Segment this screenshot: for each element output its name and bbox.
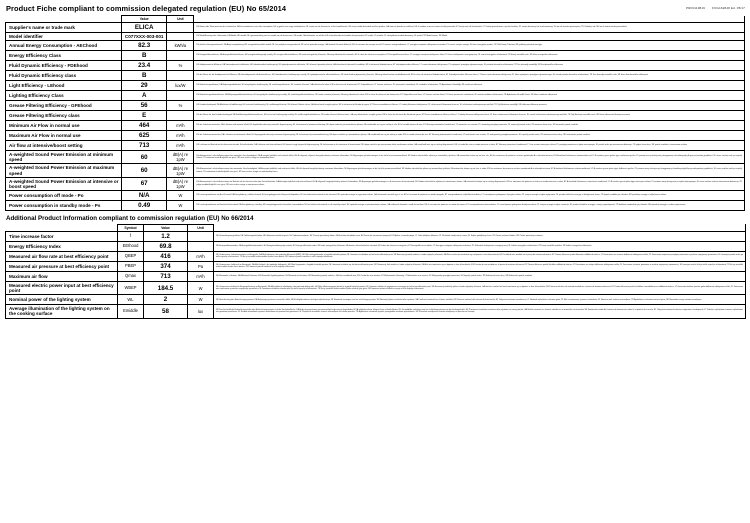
table-row [6, 251, 746, 261]
main-table-body [6, 23, 745, 211]
parameter-translations: DE Name oder Warenzeichen des Lieferanten; DA Leverandørens navn eller varemærke; HU a gyártó neve vagy márkajelzése; NL naam van de leverancier of het handelsmerk; SK názov alebo obchodná značka výrobcu; GA ainm nó branda an soláthraí; ES el nombre o marca comercial del proveedor; ET tarnija nimi või kaubamärk; LT Tiekėjo pavadinimas ir prekės ženklas; PL nazwa dostawcy lub znak towarowy; SL ime ali znamka proizvajalca; TR Tedarikçi adı; SR ime ili robna marka proizvođača [194, 23, 745, 33]
main-fiche-table [5, 15, 745, 211]
parameter-value: 184.5 [144, 281, 188, 294]
parameter-value: 69.8 [144, 241, 188, 251]
table-row [6, 151, 745, 164]
parameter-value: ELICA [121, 23, 167, 33]
parameter-unit [167, 91, 194, 101]
table-row [6, 23, 745, 33]
page-title: Product Fiche compliant to commission delegated regulation (EU) No 65/2014 [6, 4, 287, 13]
main-table-header [6, 16, 745, 23]
table-row [6, 91, 745, 101]
parameter-translations: DE der Luftstrom minimaler; DA Luftstrøm ved minimal effekt; HU legalárabb sebesség minimális légmennyiség; NL luchtstroom bij minimum belasting; SK objem vzduchu pri minimálnom výkone; GA sreabhadh aeir ag an setting is ísle; ES el caudal mínimo de aire; ET õhuvoog minimaalsel seadistusel; LT minimalus oro srautas; PL minimalny przepływ powietrza; SL najmanjši pretok zraka; TR minimum hava akışı; SR minimalni protok vazduha [194, 121, 745, 131]
parameter-unit: dB(A) re 1pW [167, 151, 194, 164]
parameter-label: Air flow at intensive/boost setting [6, 141, 122, 151]
parameter-translations: DE Modellkennung des Lieferanten; DA Model; HU modell; NL typeaanduiding van het model van de leverancier; SK model; GA aitheantóir an mhúlra; ES el identificador del modelo del proveedor; ET mudel; LT modelis; PL identyfikator modelu dostawcy; SL model; TR Model tanımı; SR Model [194, 33, 745, 41]
parameter-label: Light Efficiency - LEhood [6, 81, 122, 91]
document-code-1: PRF0119819 [685, 6, 705, 10]
document-code-2: FOG162848 Ed. 05/17 [711, 6, 745, 10]
header-cell-blank [6, 224, 118, 231]
parameter-value: 58 [144, 305, 188, 318]
table-row [6, 295, 746, 305]
parameter-unit [188, 231, 214, 241]
parameter-value: 2 [144, 295, 188, 305]
parameter-label: Power consumption in standby mode - Ps [6, 200, 122, 210]
parameter-value: 60 [121, 151, 167, 164]
parameter-value: 67 [121, 177, 167, 190]
parameter-value: B [121, 51, 167, 61]
parameter-translations: DE A-bewerteten Luftschallemissionen im Betrieb auf der Intensivstufe oder Schnellaufstufe; DA A-vaegtet lydeffekt ved intensiv/boost; HU A súlyozott hangteljesítmény intenzív fokozatban; NL A-gewogen geluidsvermogen in de intensieve of boostsstand; SK hladina akustického výkonu pri intenzívnom režime; GA astaiochtai fuaime ag an setting díograiseach; ES las emisiones de potencia acústica en modo intensivo o turbo; ET A-kaalutud helivoimsus intensiivsel seadistusel; LT A svertinis garso galios lygis intensyviu režimu; PL poziom mocy akustycznej w trybie intensywnym; SL raven zvočne moči pri intenzivnem delovanju; TR yoğun modda A-ağırlıklı ses gücü; SR nivo zvučne snage u intenzivnom režimu [194, 177, 745, 190]
parameter-label: A-weighted Sound Power Emission at intensive or boost speed [6, 177, 122, 190]
parameter-translations: DE Gemessene elektrische Eingangsleistung im Bestpunkt; DA Målt elektrisk effektoptag i det optimale driftspunkt; HU Mért villamosenergia-bevitel a legjobb hatásfok ponton; NL Gemeten elektrisch opgenomen vermogen op het beste-efficiëntie-punt; SK Nameraný elektrický príkon v bode najlepšej účinnosti; GA Ionchur cumhachta leictri tomhaiste ag an bpointe is fear éifeachtacht; ES Potencia eléctrica de entrada medida en el punto de máxima eficiencia; ET Parima tõhususe punkti elektrilise sisendvõimsuse mõõdetud väärtus; LT Išmatuota elektros įvesties galia didžiausio efektyvumo taške; PL Zmierzona moc wejściowa w punkcie najwyższej sprawności; SL Izmerjena električna vhodna moč pri točki največje učinkovitosti; TR En iyi verimlilik noktasındaki ölçülen elektrik giriş gücü; SR Izmerena ulazna električna snaga u tački najbolje efikasnosti [214, 281, 746, 294]
parameter-value: E [121, 111, 167, 121]
parameter-translations: DE Luftstrom im Betrieb auf der Intensivstufe oder Schnellaufstufe; DA Luftstrøm ved intensiv/boost; HU intenzív vagy kiegeszítő légmennyiség; NL luchtstroom in de intensieve of boostsstand; SK objem vzduchu pri intenzívnom alebo zosilnenom režime; GA sreabhadh aeir ag an setting díograiseach; ES el caudal de aire en modo intensivo o turbo; ET õhuvoog intensiivsel seadistusel; LT oro srautas intensyviu režimu; PL przepływ powietrza w trybie intensywnym; SL pretok zraka pri intenzivnem delovanju; TR yoğun hava akışı; SR protok vazduha u intenzivnom režimu [194, 141, 745, 151]
table-row [6, 281, 746, 294]
parameter-label: Measured air pressure at best efficiency point [6, 261, 118, 271]
header-cell-value: Value [121, 16, 167, 23]
parameter-label: Minimum Air Flow in normal use [6, 121, 122, 131]
parameter-label: Average illumination of the lighting system on the cooking surface [6, 305, 118, 318]
parameter-translations: DE der Luftstrom maximaler; DA Luftstrøm ved maksimal effekt; HU legnagyobb sebesség maximum légmennyiség; NL luchtstroom bij maximumbelasting; SK objem vzduchu pri maximálnom výkone; GA sreabhadh aeir ag an setting is airde; ES el caudal máximo de aire; ET õhuvoog maksimaalsel seadistusel; LT maksimalus oro srautas; PL maksymalny przepływ powietrza; SL največji pretok zraka; TR maksimum hava akışı; SR maksimalni protok vazduha [194, 131, 745, 141]
parameter-value: 1.2 [144, 231, 188, 241]
table-row [6, 231, 746, 241]
parameter-unit: m³/h [188, 271, 214, 281]
table-row [6, 177, 745, 190]
table-row [6, 51, 745, 61]
parameter-translations: DE A-bewerteten Luftschallemissionen bei maximaler Geschwindigkeit; DA A-vaegtet lydeffekt ved maksimal effekt; HU A súlyozott hangteljesítmény maximum fokozatban; NL A-gewogen geluidsvermogen in de lucht bij maximumsnelheid; SK hladina akustického výkonu pri maximálnej rýchlosti; GA astaiochtai fuaime ag an luas is airde; ES las emisiones de potencia acústica ponderada A a velocidad máxima; ET A-kaalutud helivoimsus maksimumkiirusel; LT A svertinis garso galios lygis didžiausiu greičiu; PL poziom mocy akustycznej skorygowany charakterystyką A przy maksymalnej prędkości; SL raven zvočne moči pri najvišji hitrosti; TR maksimum hızda A-ağırlıklı ses gücü; SR nivo zvučne snage na maksimalnoj brzini [194, 164, 745, 177]
parameter-unit: m³/h [167, 131, 194, 141]
parameter-value: A [121, 91, 167, 101]
parameter-label: Model identifier [6, 33, 122, 41]
table-row [6, 33, 745, 41]
parameter-unit: m³/h [167, 121, 194, 131]
parameter-label: Annual Energy Consumption - AEChood [6, 41, 122, 51]
parameter-translations: DE die Klasse für den Fettabscheidegrad; DA Fedtfiltreringseffektivitetsklasse; HU zsírszűrő hatékonysági osztály; NL vetfilteringefficiëntieklasse; SK trieda účinnosti filtrácie tukov; GA rang éifeachtacht scagtha gréise; ES la clase de eficiencia de filtrado de grasa; ET Rasva eemaldamise tõhususe klass; LT riebalų filtravimo efektyvumo klasė; PL klasa skuteczności filtrowania tłuszczu; SL razred učinkovitosti odstranjevanja maščob; TR Yağ filtreleme verimlilik sınıfı; SR klasa efikasnosti filtriranja masnoće [194, 111, 745, 121]
table-row [6, 200, 745, 210]
parameter-value: 0.49 [121, 200, 167, 210]
parameter-value: 29 [121, 81, 167, 91]
parameter-value: 625 [121, 131, 167, 141]
parameter-value: 374 [144, 261, 188, 271]
table-row [6, 261, 746, 271]
parameter-translations: DE jährliche Energieverbrauch; DA Årligt energiforbrug; HU energiafelhasználás modell; NL het jaarlijkse energieverbruik; SK ročná spotreba energie; GA tíomhailt fuinnimh bhlianúil; ES el consumo de energía anual; ET aastane energiatarbimine; LT energijos vartojimo efektyvumo sanaudos; PL roczne zużycie energii; SL letna energijska poraba; TR Yıllık Enerji Tüketimi; SR godišnja potrošnja energije [194, 41, 745, 51]
parameter-label: Lighting Efficiency Class [6, 91, 122, 101]
header-cell-value: Value [144, 224, 188, 231]
section-title-additional: Additional Product Information compliant to commission regulation (EU) No 66/2014 [6, 214, 254, 222]
parameter-label: A-weighted Sound Power Emission at maximum speed [6, 164, 122, 177]
parameter-translations: DE Gemessener Luftvolumenstrom im Bestpunkt; DA Målt luftstrøm i det optimale driftspunkt (BEP); HU Mért térfogatáramlás a legjobb hatásfok ponton; NL Gemeten luchtdebiet op het beste-efficiëntie-punt; SK Nameraný prietok vzduchu v bode najlepšej účinnosti; GA Ráta sreafa aeir tomhaiste ag an bpointe is fear éifeachtacht; ES Caudal de aire medido en el punto de máxima eficiencia; ET Parima tõhususe punkti õhuvoolu mõõdetud väärtus; LT Išmatuotas oro srautas didžiausio efektyvumo taške; PL Zmierzone natężenie przepływu powietrza w punkcie najwyższej sprawności; SL Izmerjeni pretok zraka pri točki največje učinkovitosti; TR En iyi verimlilik noktasındaki ölçülen hava debisi; SR Izmereni protok vazduha u tački najbolje efikasnosti [214, 251, 746, 261]
document-header [5, 4, 745, 15]
parameter-unit: m³/h [188, 251, 214, 261]
header-cell-translations [214, 224, 746, 231]
table-row [6, 61, 745, 71]
additional-table-body [6, 231, 746, 318]
parameter-unit: W [167, 190, 194, 200]
additional-table-header [6, 224, 746, 231]
parameter-unit [167, 33, 194, 41]
parameter-label: Fluid Dynamic Efficiency class [6, 71, 122, 81]
parameter-symbol: Emiddle [118, 305, 144, 318]
parameter-unit [167, 51, 194, 61]
parameter-translations: DE fluiddynamische Effizienz; DA Væskedynamisk effektivitet; HU hidrodinamikai hatékonyság; NL hydrodynamische efficiëntie; SK účinnosť dynamiky tekutín; GA éifeachtacht dinimiciúil sreabháin; ES la eficiencia fluidodinámica; ET hüdrodynüümiline tõhusus; LT srauto dinamino efektyvumas; PL wydajność przepływu dynamicznego; SL pretoka dinamična učinkovitost; TR Sıvı dinamiği verimliliği; SR fluo-dinamička efikasnost [194, 61, 745, 71]
parameter-label: Maximum Air Flow in normal use [6, 131, 122, 141]
table-row [6, 71, 745, 81]
parameter-unit: dB(A) re 1pW [167, 164, 194, 177]
parameter-unit: lux/W [167, 81, 194, 91]
parameter-translations: DE Beleuchtungseffizienzklasse; DA Belysningseffektivitetsklasse; HU megvilágítási hatékonysági osztály; NL verlichtingsefficiëntieklasse; SK trieda svetelnej účinnosti; GA rang éifeachtacht solais; ES la clase de eficiencia de iluminación; ET Valgustõhususe klass; LT šviesos našumo klasė; PL klasa sprawności oświetlenia; SL razred svetlobne učinkovitosti; TR Aydınlatma Verimlilik Sınıfı; SR klasa svetlosne efikasnosti [194, 91, 745, 101]
table-header-row [6, 16, 745, 23]
header-cell-translations [194, 16, 745, 23]
parameter-translations: DE Energieeffizienzklasse; DA Energieffektivitetsklasse; HU energiahatékonysági osztály; NL energie-efficiëntieklasse; SK trieda energetickej účinnosti; GA rang éifeachtachta fuinnimh; ES la clase de eficiencia energética; ET Energiatõhususe klass; LT energijos vartojimo efektyvumo klasė; PL klasa efektywności energetycznej; SL razred energijske učinkovitosti; TR Enerji verimlilik sınıfı; SR klasa energetske efikasnosti [194, 51, 745, 61]
table-row [6, 101, 745, 111]
table-row [6, 164, 745, 177]
parameter-unit [167, 111, 194, 121]
parameter-translations: DE A-bewerteten Luftschallemissionen bei minimaler Geschwindigkeit; DA A-vaegtet lydeffekt ved minimal effekt; HU A súlyozott súlyozott hangteljesítmény minimum fokozatban; NL A-gewogen geluidsvermogen in de lucht bij maximumsnelheid; SK hladina akustického výkonu pri minimálnej rýchlosti; GA astaiochtai fuaime ag an luas ísle; ES las emisiones de potencia acústica ponderada A a velocidad mínima; ET A-kaalutud helivoimsus miinimumkiirusel; LT A svertinis garso galios lygis mažiausiu greičiu; PL poziom mocy akustycznej skorygowany charakterystyką A przy minimalnej prędkości; SL raven zvočne moči pri najnižji hitrosti; TR minimum hızda A-ağırlıklı ses gücü; SR nivo zvučne snage na minimalnoj brzini [194, 151, 745, 164]
parameter-unit: % [167, 61, 194, 71]
parameter-value: 82.3 [121, 41, 167, 51]
document-codes [680, 6, 745, 10]
parameter-value: C077XXX-003-001 [121, 33, 167, 41]
parameter-label: Grease Filtering Efficiency - GFEhood [6, 101, 122, 111]
parameter-value: N/A [121, 190, 167, 200]
additional-info-table [5, 224, 746, 319]
parameter-symbol: WBEP [118, 281, 144, 294]
parameter-label: Energy Efficiency Class [6, 51, 122, 61]
parameter-symbol: QBEP [118, 251, 144, 261]
header-cell-unit: Unit [167, 16, 194, 23]
parameter-symbol: WL [118, 295, 144, 305]
table-row [6, 111, 745, 121]
parameter-unit: dB(A) re 1pW [167, 177, 194, 190]
parameter-translations: DE Fettabscheidegrad; DA Effektivitet af fedtfiltrering; HU zsírszűrő hatékonyság; NL vetfilteringefficiëntie; SK účinnosť filtrácie tukov; GA éifeachtacht scagtha gréise; ES la eficiencia de filtrado de grasa; ET Rasva eemaldamise tõhusus; LT riebalų filtravimo efektyvumas; PL skuteczność filtrowania tłuszczu; SL učinkovitost odstranjevanja maščob; TR Yağ filtreleme verimliliği; SR efikasnost filtriranja masnoće [194, 101, 745, 111]
parameter-value: 464 [121, 121, 167, 131]
parameter-translations: DE Gemessener Luftdruck im Bestpunkt; DA Målt lufttryk i det optimale driftspunkt; HU Mért légnyomás a legjobb hatásfok ponton; NL Gemeten luchtdruk op het beste-efficiëntie-punt; SK Nameraný tlak vzduchu v bode najlepšej účinnosti; GA Brú aeir tomhaiste ag an bpointe is fear éifeachtacht; ES Presión de aire medida en el punto de máxima eficiencia; ET Parima tõhususe punkti õhurõhu mõõdetud väärtus; LT Išmatuotas oro slėgis didžiausio efektyvumo taške; PL Zmierzone ciśnienie powietrza w punkcie najwyższej sprawności; SL Izmerjeni zračni tlak pri točki največje učinkovitosti; TR En iyi verimlilik noktasındaki ölçülen hava basıncı; SR Izmereni pritisak vazduha u tački najbolje efikasnosti [214, 261, 746, 271]
table-header-row [6, 224, 746, 231]
parameter-value: B [121, 71, 167, 81]
parameter-translations: DE Maximaler Luftstrom; DA Maksimal luftstrøm; HU Maximális légtérfogatáram; NL Maximale luchtstroom; SK Maximálny prietok vzduchu; GA Uas-sreabhadh aeir; ES Caudal de aire máximo; ET Maksimaalne õhuvoog; LT Maksimalus oro srautas; PL Maksymalny przepływ powietrza; SL Največji pretok zraka; TR Maksimum hava akışı; SR Maksimalni protok vazduha [214, 271, 746, 281]
parameter-unit: lux [188, 305, 214, 318]
parameter-label: Measured air flow rate at best efficiency point [6, 251, 118, 261]
parameter-label: Energy Efficiency Index [6, 241, 118, 251]
parameter-unit [188, 241, 214, 251]
parameter-value: 713 [121, 141, 167, 151]
table-row [6, 305, 746, 318]
table-row [6, 81, 745, 91]
parameter-unit: W [167, 200, 194, 210]
parameter-unit: m³/h [167, 141, 194, 151]
parameter-value: 416 [144, 251, 188, 261]
parameter-value: 23.4 [121, 61, 167, 71]
parameter-value: 60 [121, 164, 167, 177]
table-row [6, 131, 745, 141]
parameter-unit [167, 23, 194, 33]
parameter-label: Power consumption off mode - Po [6, 190, 122, 200]
parameter-label: Nominal power of the lighting system [6, 295, 118, 305]
parameter-symbol: f [118, 231, 144, 241]
parameter-translations: DE Leistungsaufnahme im Aus-Zustand; DA Energiforbrug i slukket tilstand; HU energiafogyasztás kikapcsolt állapotban; NL het elektriciteitsverbruik in de uit-stand; SK spotreba energie vo vypnutom režime; GA caitheamh fuinnimh agus é as; ES el consumo de potencia en modo apagado; ET energiatarbimine väljalülitatud režiimis; LT suvartojamas galingumas išjungties režimu; PL zużycie energii w trybie wyłączenia; SL poraba električne energije v izklopljenem stanju; TR kapalı moddaki güç tüketimi; SR potrošnja energije u isključenom režimu [194, 190, 745, 200]
parameter-unit: Pa [188, 261, 214, 271]
parameter-unit: W [188, 281, 214, 294]
header-cell-blank [6, 16, 122, 23]
parameter-value: 56 [121, 101, 167, 111]
parameter-label: Supplier's name or trade mark [6, 23, 122, 33]
parameter-unit: kWh/a [167, 41, 194, 51]
parameter-label: Time increase factor [6, 231, 118, 241]
parameter-translations: DE Leistungsaufnahme im Bereitschaftszustand; DA Energiforbrug i standby; HU energiafogyasztás készenléti üzemmódban; NL het elektriciteitsverbruik in de stand-by-stand; SK spotreba energie v pohotovostnom režime; GA caitheamh fuinnimh i modh fuireachais; ES el consumo de potencia en modo de espera; ET energiatarbimine ooterezhiimis; LT suvartojamas galingumas budejimo režimu; PL zużycie energii w trybie czuwania; SL poraba električne energije v stanju pripravljenosti; TR bekleme modundaki güç tüketimi; SR potrošnja energije u režimu pripravnosti [194, 200, 745, 210]
parameter-symbol: Qmax [118, 271, 144, 281]
parameter-translations: DE Durchschnittliche Beleuchtungsstärke des Beleuchtungssystems auf der Kochoberfläche; DA Belysningssystemets gennemsnitlige belysning på kogefladen; HU A világítórendszer átlagos fénye a főzőfelületen; NL Gemiddelde verlichting van het verlichtingssysteem op het kookoppervlak; SK Priemerné osvetlenie osvetlovacieho systému na varnej ploche; GA Soilsiú meanach an chórais soilsithe ar an dromchla cócaireachta; ES Iluminación media del sistema de iluminación sobre la superficie de cocción; ET Valgustussüsteemi keskmine valgustatus keedupinnal; LT Vidutinis apšvietimo sistemos apšvietimas ant gaminimo paviršiaus; PL Średnie oświetlenie systemu oświetlenia na powierzchni gotowania; SL Povprečna osvetlitev sistema razsvetljave na kuhalni površini; TR Aydınlatma sisteminin pişirme yüzeyindeki ortalama aydınlatması; SR Prosečna osvetljenost sistema osvetljenja na površini za kuvanje [214, 305, 746, 318]
parameter-unit: % [167, 101, 194, 111]
parameter-label: Maximum air flow [6, 271, 118, 281]
parameter-translations: DE die Klasse für die fluiddynamische Effizienz; DA Væskedynamisk effektivitetsklasse; HU hidrodinamikai hatékonysági osztály; NL hydrodynamische efficiëntieklasse; SK triedu fluidnej dynamickej účinnosti; GA rang éifeachtachta sreabhdhinimiciúil; ES la clase de eficiencia fluidodinámica; ET hüdrodynüümilise tõhususe klass; LT klasė srauto dinaminio efektyvumo; PL klasa wydajności przepływu dynamicznego; SL razred pretoka dinamične učinkovitosti; TR Sıvı dinamiği verimlilik sınıfı; SR klasa fluo-dinamičke efikasnosti [194, 71, 745, 81]
table-row [6, 190, 745, 200]
parameter-label: Measured electric power input at best efficiency point [6, 281, 118, 294]
parameter-symbol: PBEP [118, 261, 144, 271]
table-row [6, 41, 745, 51]
header-cell-symbol: Symbol [118, 224, 144, 231]
parameter-unit: W [188, 295, 214, 305]
parameter-translations: DE Zeitverlängerungsfaktor; DA Tidsforsøgelsesfaktor; HU időtartam-növelő tényező; NL Tijdstoenamefactor; SK Časový prirastkový faktor; GA Fachtoir méadaithe ama; ES Factor de incremento temporal; ET Ajaline suurendustegur; LT Laiko didėjimo faktorius; PL Wskaźnik zwiększenia czasu; SL Faktor podaljšanja časa; TR Zaman arttırma faktörü; SR Činilac povećanja vremena [214, 231, 746, 241]
parameter-label: Fluid Dynamic Efficiency - FDEhood [6, 61, 122, 71]
header-cell-unit: Unit [188, 224, 214, 231]
parameter-label: Grease Filtering Efficiency class [6, 111, 122, 121]
table-row [6, 271, 746, 281]
parameter-translations: DE Nennleistung des Beleuchtungssystems; DA Belysningssystemets nominelle effekt; HU A világítórendszer névleges teljesítménye; NL Nominaal vermogen van het verlichtingssysteem; SK Menovitý výkon osvetlovacieho systému; GA Cumhacht ainmniúil an chórais soilsithe; ES Potencia nominal del sistema de iluminación; ET Valgustussüsteemi nimivõimsus; LT Nominali apšvietimo sistemos galia; PL Moc znamionowa systemu oświetlenia; SL Nazivna moč sistema razsvetljave; TR Aydınlatma sisteminin nominal gücü; SR Nominalna snaga sistema osvetljenja [214, 295, 746, 305]
table-row [6, 121, 745, 131]
table-row [6, 141, 745, 151]
parameter-label: A-weighted Sound Power Emission at minimum speed [6, 151, 122, 164]
parameter-symbol: EEIhood [118, 241, 144, 251]
parameter-translations: DE Energieeffizienzindex; DA Energieffektivitetsindeks; HU Energiahatékonysági mutató; NL Energie-efficiëntie-index; SK Index energetickej účinnosti; GA Innéacs éifeachtulachta fuinnimh; ES Índice de eficiencia energética; ET Energiatõhususe indeks; LT Energijos vartojimo efektyvumo indeksas; PL Wskaźnik efektywności energetycznej; SL Indeks energijske učinkovitosti; TR Enerji verimlilik endeksi; SR Indeks energetske efikasnosti [214, 241, 746, 251]
parameter-unit [167, 71, 194, 81]
table-row [6, 241, 746, 251]
parameter-translations: DE Beleuchtungseffizienz; DA Belysningseffektivitet; HU megvilágítási hatékonyság; NL verlichtingsefficiëntie; SK svetelná účinnosť; GA éifeachtacht solais; ES la eficiencia de iluminación; ET Valgustõhusus; LT šviesos našumas; PL sprawność oświetlenia; SL svetlobna učinkovitost; TR Aydınlatma Verimliliği; SR svetlosna efikasnost [194, 81, 745, 91]
parameter-value: 713 [144, 271, 188, 281]
